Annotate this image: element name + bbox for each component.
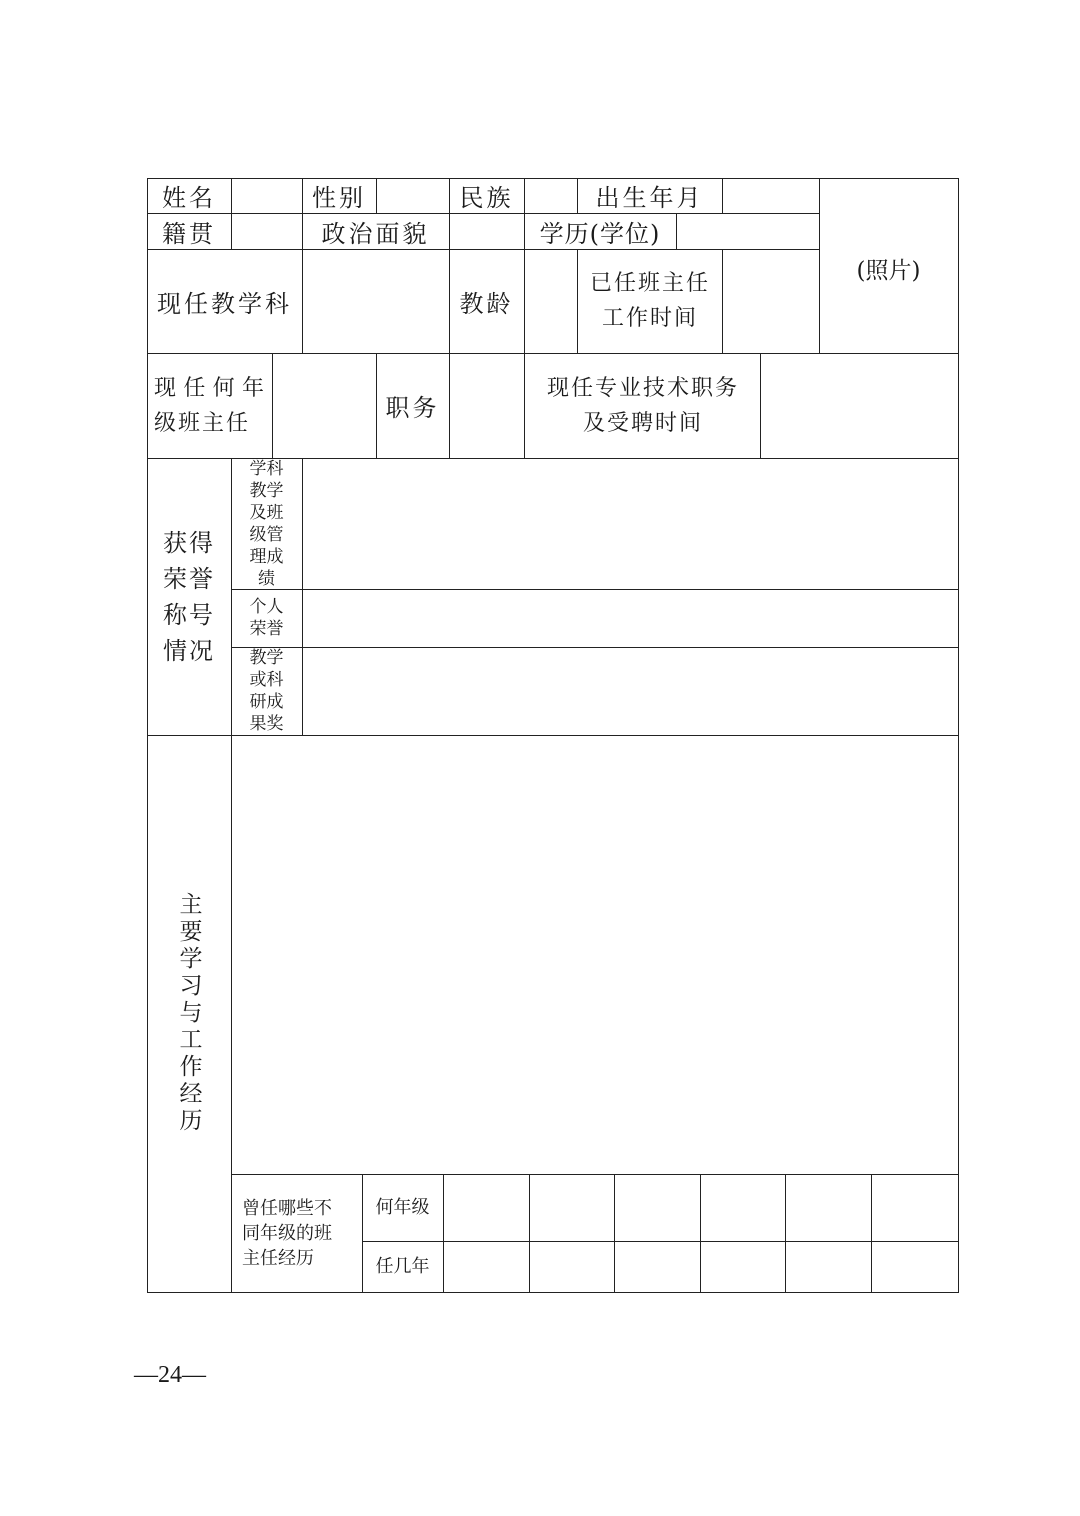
honor-personal-cell	[231, 589, 302, 647]
years-label: 任几年	[375, 1256, 430, 1277]
grade-field[interactable]	[871, 1174, 958, 1241]
subject-field[interactable]	[302, 249, 449, 353]
title-field[interactable]	[760, 353, 958, 458]
class-years-field[interactable]	[722, 249, 819, 353]
photo-box[interactable]: (照片)	[856, 258, 921, 284]
grade-field[interactable]	[529, 1174, 614, 1241]
gender-field[interactable]	[376, 178, 449, 213]
position-field[interactable]	[449, 353, 524, 458]
experience-label: 主要学习与工作经历	[175, 892, 202, 1135]
education-label: 学历(学位)	[539, 219, 661, 248]
grade-field[interactable]	[614, 1174, 700, 1241]
prior-class-label: 曾任哪些不同年级的班主任经历	[242, 1198, 332, 1269]
col-line	[524, 353, 525, 458]
grade-label: 何年级	[375, 1197, 430, 1218]
honor-research-field[interactable]	[302, 647, 958, 735]
col-line	[577, 249, 578, 353]
grade-field[interactable]	[443, 1174, 529, 1241]
name-field[interactable]	[231, 178, 302, 213]
prior-class-cell	[231, 1174, 362, 1292]
gender-label: 性别	[312, 184, 366, 212]
education-field[interactable]	[676, 213, 819, 249]
native-field[interactable]	[231, 213, 302, 249]
border-bottom	[147, 1292, 959, 1293]
native-label: 籍贯	[162, 219, 216, 248]
grade-field[interactable]	[700, 1174, 785, 1241]
subject-label: 现任教学科	[157, 289, 292, 318]
class-years-label: 已任班主任工作时间	[589, 271, 710, 331]
birth-label: 出生年月	[595, 184, 704, 212]
teaching-years-label: 教龄	[459, 289, 514, 318]
honor-teaching-field[interactable]	[302, 458, 958, 589]
honor-research-cell	[231, 647, 302, 735]
years-field[interactable]	[871, 1241, 958, 1292]
honors-label-cell	[147, 458, 231, 735]
teaching-years-field[interactable]	[524, 249, 577, 353]
page-number: —24—	[134, 1362, 206, 1388]
honor-research-label: 教学或科研成果奖	[249, 648, 284, 734]
experience-field[interactable]	[231, 735, 958, 1174]
years-field[interactable]	[529, 1241, 614, 1292]
position-label: 职务	[385, 394, 440, 422]
political-field[interactable]	[449, 213, 524, 249]
honor-teaching-cell	[231, 458, 302, 589]
honor-personal-field[interactable]	[302, 589, 958, 647]
grade-field[interactable]	[785, 1174, 871, 1241]
current-class-field[interactable]	[272, 353, 376, 458]
experience-label-cell	[147, 735, 231, 1292]
honor-teaching-label: 学科教学及班级管理成绩	[249, 458, 284, 589]
name-label: 姓名	[162, 184, 216, 212]
current-class-label: 现任何年级班主任	[154, 375, 266, 436]
title-label: 现任专业技术职务及受聘时间	[546, 375, 739, 436]
years-field[interactable]	[785, 1241, 871, 1292]
years-field[interactable]	[700, 1241, 785, 1292]
honor-personal-label: 个人荣誉	[249, 597, 284, 639]
political-label: 政治面貌	[321, 219, 430, 248]
honors-label: 获得荣誉称号情况	[163, 528, 215, 665]
ethnicity-label: 民族	[459, 184, 514, 212]
ethnicity-field[interactable]	[524, 178, 577, 213]
years-field[interactable]	[614, 1241, 700, 1292]
birth-field[interactable]	[722, 178, 819, 213]
years-field[interactable]	[443, 1241, 529, 1292]
